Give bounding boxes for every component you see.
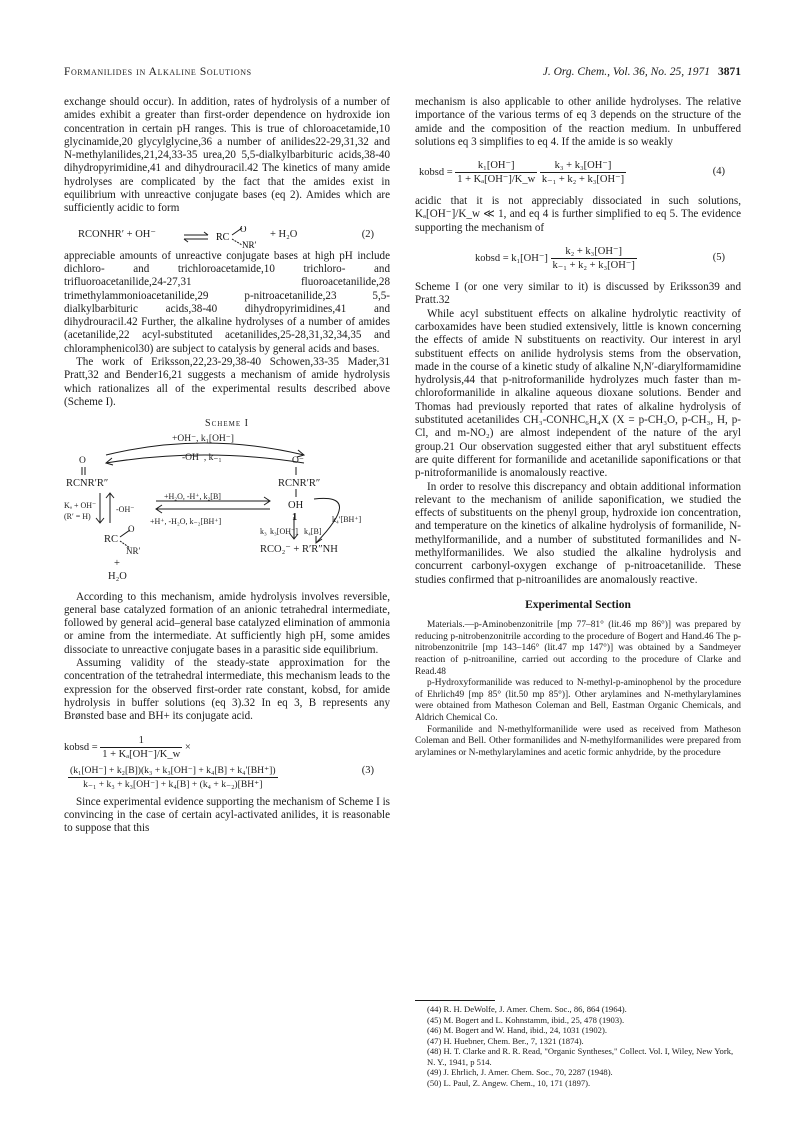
paragraph: In order to resolve this discrepancy and obtain additional information relevant to the mechanism of anilide saponification, we studied the effects of substituents on the phenyl group, hydroxide ion concentration, and temperature on the kinetics of alkaline hydrolysis of formanilide, N-methylformanilide, and a number of substituted formanilides and N-methylformanilides. We also studied the alkaline hydrolysis and concurrent carbonyl-oxygen exchange of p-nitroacetanilide. These studies confirmed that p-nitroanilides are anomalously reactive.	[415, 480, 741, 586]
paragraph: mechanism is also applicable to other anilide hydrolyses. The relative importance of the various terms of eq 3 depends on the structure of the amide and the composition of the reaction medium. In unbuffered solutions eq 3 simplifies to eq 4. If the amide is so weakly	[415, 96, 741, 148]
scheme-r-label: (R′ = H)	[64, 511, 91, 521]
eq5-fraction	[551, 245, 637, 273]
eq3-f1-den: 1 + Kₐ[OH⁻]/K_w	[102, 748, 181, 760]
scheme-products: RCO₂⁻ + R′R″NH	[260, 543, 338, 555]
scheme-mid-label: +H₂O, -H⁺, k₂[B]	[164, 491, 221, 501]
scheme-left-species: RCNR′R″	[66, 477, 109, 489]
paragraph: According to this mechanism, amide hydrolysis involves reversible, general base catalyzed formation of an anionic tetrahedral intermediate, followed by general acid–general base catalyzed elimination of ammonia or amine from the intermediate. At sufficiently high pH, some amides dissociate to unreactive conjugate bases in a parasitic side equilibrium.	[64, 590, 390, 656]
eq2-number: (2)	[361, 228, 374, 240]
eq2-left: RCONHR′ + OH⁻	[78, 228, 156, 240]
scheme-right-species: RCNR′R″	[278, 477, 321, 489]
left-column	[64, 96, 390, 835]
scheme-k3oh: k₃[OH⁻]	[270, 526, 298, 536]
experimental-paragraph: Formanilide and N-methylformanilide were used as received from Matheson Coleman and Bell. Other formanilides and N-methylformanilides were prepared from arylamines or N-methylarylamines and acetic formic anhydride, by the procedure	[415, 724, 741, 758]
eq5-body	[475, 245, 637, 273]
eq3-fraction-1	[100, 734, 182, 762]
scheme-intermediate-number: 1	[292, 511, 298, 523]
scheme-lower-label: +H⁺, -H₂O, k₋₂[BH⁺]	[150, 516, 222, 526]
paragraph: While acyl substituent effects on alkaline hydrolytic reactivity of carboxamides have been studied extensively, little is known concerning the effects of amide N substituents on reactivity. Our interest in aryl substituent effects on anilide hydrolysis stems from the observation, made in the course of a kinetic study of alkaline N,N′-diarylformamidine hydrolysis,44 that p-nitroformanilide hydrolyzes much faster than m-chloroformanilide in alkaline aqueous dioxane solutions. Bender and Thomas had previously reported that rates of alkaline hydrolysis of substituted acetanilides CH₃-CONHC₆H₄X (X = p-CH₃O, p-CH₃, H, p-Cl, and m-NO₂) are almost independent of the nature of the aryl group.21 Our observation suggested either that aryl substituent effects are quite different for formanilide and acetanilide saponifications or that p-nitroformanilide is anomalously reactive.	[415, 307, 741, 480]
eq5-num: k₂ + k₃[OH⁻]	[551, 245, 637, 259]
paragraph: The work of Eriksson,22,23-29,38-40 Schowen,33-35 Mader,31 Pratt,32 and Bender16,21 suggests a mechanism of amide hydrolysis which rationalizes all of the experimental results described above (Scheme I).	[64, 356, 390, 408]
eq3-f1-num: 1	[100, 734, 182, 748]
section-title: Experimental Section	[525, 598, 631, 611]
equation-5	[415, 241, 741, 275]
equation-3	[64, 730, 390, 790]
scheme-anion-o: O	[128, 523, 135, 534]
eq2-right: + H₂O	[270, 228, 298, 240]
paragraph: appreciable amounts of unreactive conjugate bases at high pH include dichloro- and trichloroacetamide,10 trichloro- and trifluoroacetanilide,24-27,31 fluoroacetanilide,28 trimethylammonioacetanilide,29 p-nitroacetanilide,23 5,5-dialkylbarbituric acids,38-40 dihydropyrimidines,41 and dihydrouracil.42 Further, the alkaline hydrolyses of a number of amides (acetanilide,22 acyl-substituted acetanilides,25-28,31,32,34,35 and chloramphenicol30) are subject to catalysis by general acids and bases.	[64, 249, 390, 355]
scheme-water: H₂O	[108, 570, 127, 582]
eq3-fraction-2	[68, 764, 278, 792]
page-header	[64, 66, 741, 82]
scheme-o-right: O⁻	[292, 455, 304, 466]
eq3-number: (3)	[361, 764, 374, 776]
paragraph: exchange should occur). In addition, rates of hydrolysis of a number of amides exhibit a greater than first-order dependence on hydroxide ion concentration in certain pH ranges. This is true of chloroacetamide,10 glycinamide,20 glycylglycine,36 a number of anilides22-29,31,32 and N-methylanilides,21,24,33-35 urea,20 5,5-dialkylbarbituric acids,38-40 dihydropyrimidine,41 and dihydrouracil.42 The kinetics of many amide hydrolyses are complicated by the fact that the amides exist in equilibrium with unreactive conjugate bases (eq 2). Amides which are sufficiently acidic to form	[64, 96, 390, 215]
eq5-number: (5)	[712, 252, 725, 264]
scheme-top-label: +OH⁻, k₁[OH⁻]	[172, 433, 234, 444]
experimental-paragraph: p-Hydroxyformanilide was reduced to N-methyl-p-aminophenol by the procedure of Ehrlich49 [mp 85° (lit.50 mp 85°)]. Other arylamines and N-methylarylamines were obtained from Matheson Coleman and Bell, Eastman Organic Chemicals, and Aldrich Chemical Co.	[415, 678, 741, 723]
footnotes	[415, 1000, 741, 1088]
svg-text:O: O	[240, 225, 247, 234]
reference: (46) M. Bogert and W. Hand, ibid., 24, 1031 (1902).	[427, 1025, 607, 1035]
svg-text:RC: RC	[216, 231, 230, 243]
scheme-1	[64, 433, 390, 583]
eq3-body	[64, 734, 278, 792]
reference: (49) J. Ehrlich, J. Amer. Chem. Soc., 70, 2287 (1948).	[427, 1067, 613, 1077]
scheme-anion: RC	[104, 533, 119, 545]
eq3-second-line	[68, 764, 278, 792]
scheme-minus-oh: -OH⁻	[116, 504, 135, 514]
eq4-f1-den: 1 + Kₐ[OH⁻]/K_w	[457, 174, 536, 186]
page-number: 3871	[718, 66, 741, 78]
scheme-title: Scheme I	[205, 418, 249, 430]
experimental-paragraph: Materials.—p-Aminobenzonitrile [mp 77–81° (lit.46 mp 86°)] was prepared by reducing p-nitrobenzonitrile according to the procedure of Bogert and Hand.46 The p-nitrobenzonitrile [mp 143–146° (lit.47 mp 147°)] was obtained by a Sandmeyer reaction of p-nitroaniline, carried out according to the procedure of Clarke and Read.48	[415, 620, 741, 677]
eq4-body	[419, 159, 626, 187]
paragraph: acidic that it is not appreciably dissociated in such solutions, Kₐ[OH⁻]/K_w ≪ 1, and eq 4 is further simplified to eq 5. The evidence supporting the mechanism of	[415, 195, 741, 234]
scheme-arrows	[64, 433, 390, 583]
reference: (48) H. T. Clarke and R. R. Read, "Organic Syntheses," Collect. Vol. I, Wiley, New York, N. Y., 1941, p 514.	[427, 1046, 734, 1067]
right-column	[415, 96, 741, 759]
footnote-rule	[415, 1000, 495, 1001]
eq4-lhs: kobsd =	[419, 167, 453, 179]
scheme-k4bh: k₄′[BH⁺]	[332, 514, 362, 524]
eq4-fraction-1	[455, 159, 537, 187]
scheme-oh: OH	[288, 499, 304, 511]
eq3-times: ×	[184, 741, 191, 753]
scheme-ka-label: Kₐ + OH⁻	[64, 500, 97, 510]
reference: (44) R. H. DeWolfe, J. Amer. Chem. Soc., 86, 864 (1964).	[427, 1004, 627, 1014]
journal-name: J. Org. Chem., Vol. 36, No. 25, 1971	[542, 66, 710, 78]
eq5-lhs: kobsd = k₁[OH⁻]	[475, 253, 548, 265]
scheme-k4b: k₄[B]	[304, 526, 322, 536]
reference: (50) L. Paul, Z. Angew. Chem., 10, 171 (1897).	[427, 1077, 591, 1088]
journal-citation	[543, 66, 741, 78]
running-title: Formanilides in Alkaline Solutions	[64, 66, 252, 78]
eq5-den: k₋₁ + k₂ + k₃[OH⁻]	[552, 260, 635, 272]
svg-text:NR′: NR′	[242, 239, 257, 248]
eq3-lhs: kobsd =	[64, 741, 98, 753]
scheme-o-left: O	[79, 455, 86, 466]
paragraph: Since experimental evidence supporting the mechanism of Scheme I is convincing in the case of certain acyl-activated anilides, it is reasonable to suppose that this	[64, 795, 390, 835]
eq4-fraction-2	[540, 159, 626, 187]
eq4-number: (4)	[712, 166, 725, 178]
eq4-f2-num: k₃ + k₃[OH⁻]	[540, 159, 626, 173]
eq3-f2-den: k₋₁ + k₃ + k₃[OH⁻] + k₄[B] + (k₄ + k₋₂)[BH⁺]	[83, 779, 263, 791]
eq4-f2-den: k₋₁ + k₂ + k₃[OH⁻]	[541, 174, 625, 186]
scheme-nr: NR′	[126, 545, 141, 556]
equation-2	[64, 220, 390, 246]
reference: (45) M. Bogert and L. Kohnstamm, ibid., 25, 478 (1903).	[427, 1014, 625, 1025]
eq2-structure	[182, 226, 322, 248]
eq3-f2-num: (k₁[OH⁻] + k₂[B])(k₃ + k₃[OH⁻] + k₄[B] + k₄′[BH⁺])	[68, 764, 278, 778]
scheme-back-label: -OH⁻, k₋₁	[182, 452, 222, 463]
equation-4	[415, 155, 741, 189]
paragraph: Assuming validity of the steady-state approximation for the concentration of the tetrahedral intermediate, this mechanism leads to the expression for the observed first-order rate constant, kobsd, for amide hydrolysis in buffer solutions (eq 3).32 In eq 3, B represents any Brønsted base and BH+ its conjugate acid.	[64, 657, 390, 723]
reference: (47) H. Huebner, Chem. Ber., 7, 1321 (1874).	[427, 1035, 584, 1046]
scheme-plus: +	[114, 557, 120, 569]
scheme-k3: k₃	[260, 526, 267, 536]
paragraph: Scheme I (or one very similar to it) is discussed by Eriksson39 and Pratt.32	[415, 281, 741, 307]
eq4-f1-num: k₁[OH⁻]	[455, 159, 537, 173]
